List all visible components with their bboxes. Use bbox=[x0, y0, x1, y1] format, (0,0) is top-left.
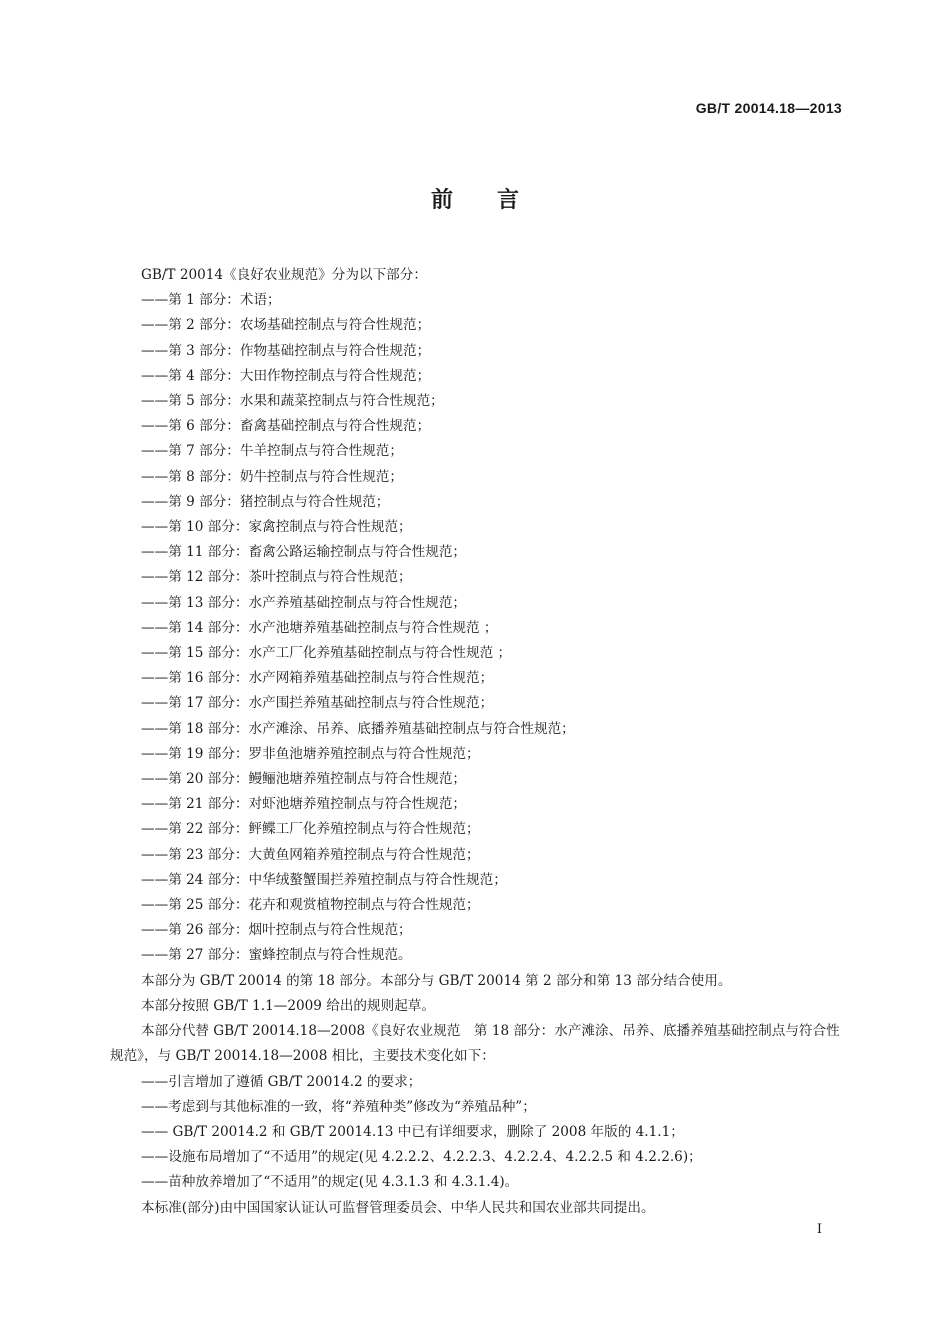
list-item: ——第 4 部分：大田作物控制点与符合性规范； bbox=[141, 367, 431, 384]
list-item: —— GB/T 20014.2 和 GB/T 20014.13 中已有详细要求，删除了 2008 年版的 4.1.1； bbox=[141, 1123, 684, 1140]
list-item: ——第 14 部分：水产池塘养殖基础控制点与符合性规范 ； bbox=[141, 619, 498, 636]
list-item: ——设施布局增加了“不适用”的规定(见 4.2.2.2、4.2.2.3、4.2.2.4、4.2.2.5 和 4.2.2.6)； bbox=[141, 1149, 702, 1166]
list-item: ——引言增加了遵循 GB/T 20014.2 的要求； bbox=[141, 1073, 422, 1090]
list-item: ——苗种放养增加了“不适用”的规定(见 4.3.1.3 和 4.3.1.4)。 bbox=[141, 1174, 519, 1191]
page-title: 前言 bbox=[430, 188, 563, 213]
list-item: ——第 26 部分：烟叶控制点与符合性规范； bbox=[141, 922, 412, 939]
list-item: ——第 8 部分：奶牛控制点与符合性规范； bbox=[141, 468, 403, 485]
standard-code: GB/T 20014.18—2013 bbox=[695, 100, 842, 116]
list-item: ——考虑到与其他标准的一致，将“养殖种类”修改为“养殖品种”； bbox=[141, 1098, 536, 1115]
list-item: ——第 22 部分：鲆鲽工厂化养殖控制点与符合性规范； bbox=[141, 821, 480, 838]
proposer-paragraph: 本标准(部分)由中国国家认证认可监督管理委员会、中华人民共和国农业部共同提出。 bbox=[141, 1199, 655, 1216]
list-item: ——第 7 部分：牛羊控制点与符合性规范； bbox=[141, 443, 403, 460]
list-item: ——第 1 部分：术语； bbox=[141, 292, 281, 309]
list-item: ——第 6 部分：畜禽基础控制点与符合性规范； bbox=[141, 418, 431, 435]
list-item: ——第 13 部分：水产养殖基础控制点与符合性规范； bbox=[141, 594, 467, 611]
list-item: ——第 25 部分：花卉和观赏植物控制点与符合性规范； bbox=[141, 897, 480, 914]
page-number: I bbox=[816, 1222, 822, 1237]
list-item: ——第 2 部分：农场基础控制点与符合性规范； bbox=[141, 317, 431, 334]
relation-paragraph: 本部分为 GB/T 20014 的第 18 部分。本部分与 GB/T 20014 第 2 部分和第 13 部分结合使用。 bbox=[141, 972, 732, 989]
list-item: ——第 20 部分：鳗鲡池塘养殖控制点与符合性规范； bbox=[141, 771, 467, 788]
list-item: ——第 11 部分：畜禽公路运输控制点与符合性规范； bbox=[141, 544, 467, 561]
list-item: ——第 18 部分：水产滩涂、吊养、底播养殖基础控制点与符合性规范； bbox=[141, 720, 575, 737]
intro-paragraph: GB/T 20014《良好农业规范》分为以下部分： bbox=[141, 267, 427, 283]
foreword-body bbox=[110, 263, 845, 1221]
drafting-rules-paragraph: 本部分按照 GB/T 1.1—2009 给出的规则起草。 bbox=[141, 997, 435, 1014]
replacement-paragraph: 本部分代替 GB/T 20014.18—2008《良好农业规范 第 18 部分：水产滩涂、吊养、底播养殖基础控制点与符合性规范》，与 GB/T 20014.18—2008 相比，主要技术变化如下： bbox=[110, 1023, 840, 1065]
list-item: ——第 10 部分：家禽控制点与符合性规范； bbox=[141, 519, 412, 536]
list-item: ——第 3 部分：作物基础控制点与符合性规范； bbox=[141, 342, 431, 359]
list-item: ——第 19 部分：罗非鱼池塘养殖控制点与符合性规范； bbox=[141, 745, 480, 762]
list-item: ——第 17 部分：水产围拦养殖基础控制点与符合性规范； bbox=[141, 695, 494, 712]
list-item: ——第 27 部分：蜜蜂控制点与符合性规范。 bbox=[141, 947, 412, 964]
list-item: ——第 24 部分：中华绒螯蟹围拦养殖控制点与符合性规范； bbox=[141, 871, 507, 888]
parts-list bbox=[110, 288, 845, 968]
list-item: ——第 16 部分：水产网箱养殖基础控制点与符合性规范； bbox=[141, 670, 494, 687]
list-item: ——第 5 部分：水果和蔬菜控制点与符合性规范； bbox=[141, 393, 444, 410]
changes-list bbox=[110, 1070, 845, 1196]
list-item: ——第 23 部分：大黄鱼网箱养殖控制点与符合性规范； bbox=[141, 846, 480, 863]
list-item: ——第 12 部分：茶叶控制点与符合性规范； bbox=[141, 569, 412, 586]
list-item: ——第 15 部分：水产工厂化养殖基础控制点与符合性规范 ； bbox=[141, 645, 512, 662]
list-item: ——第 9 部分：猪控制点与符合性规范； bbox=[141, 493, 390, 510]
list-item: ——第 21 部分：对虾池塘养殖控制点与符合性规范； bbox=[141, 796, 467, 813]
